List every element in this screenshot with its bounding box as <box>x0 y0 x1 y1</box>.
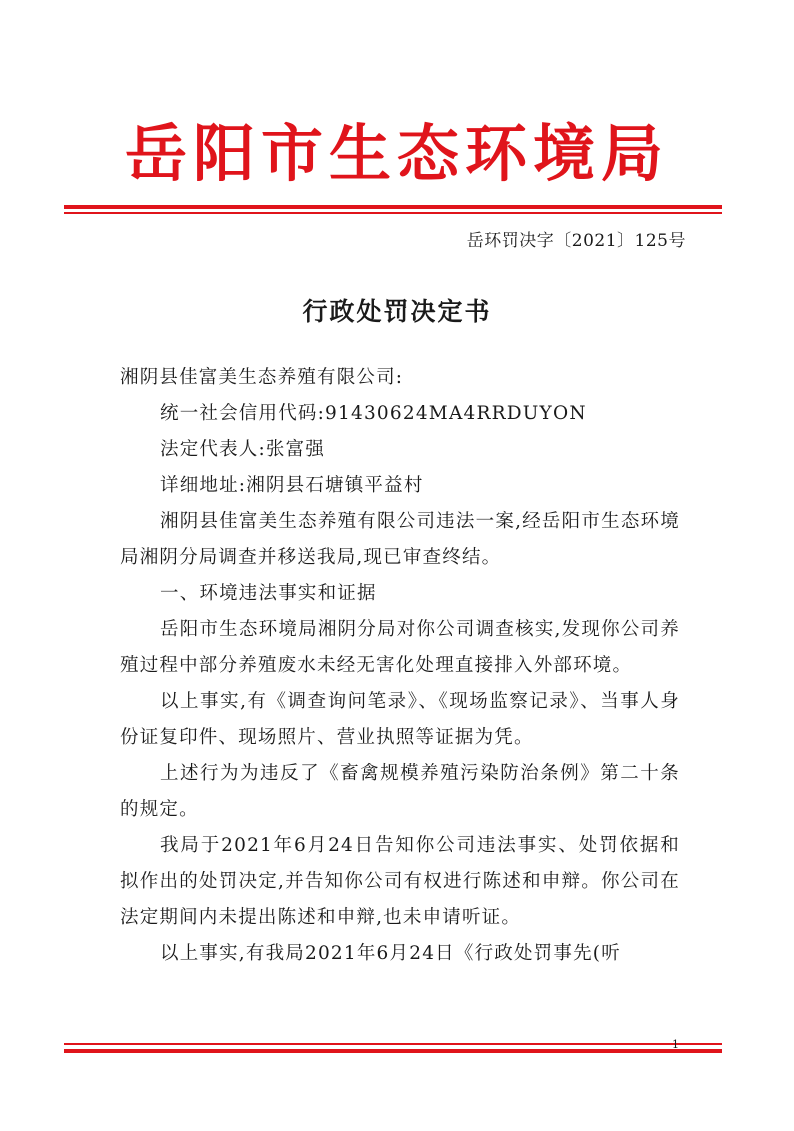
footer-rule-thick <box>64 1049 722 1053</box>
address-line: 详细地址:湘阴县石塘镇平益村 <box>160 475 424 496</box>
continuation-paragraph: 以上事实,有我局2021年6月24日《行政处罚事先(听 <box>160 943 621 964</box>
header-rule-thin <box>64 212 722 214</box>
facts-paragraph: 岳阳市生态环境局湘阴分局对你公司调查核实,发现你公司养殖过程中部分养殖废水未经无害化处理直接排入外部环境。 <box>120 619 680 676</box>
recipient-line: 湘阴县佳富美生态养殖有限公司: <box>120 367 404 388</box>
page-number: 1 <box>672 1038 679 1051</box>
document-body <box>120 360 680 972</box>
footer-rule-thin <box>64 1043 722 1045</box>
section-heading: 一、环境违法事实和证据 <box>160 583 377 604</box>
agency-name: 岳阳市生态环境局 <box>124 117 669 190</box>
document-title: 行政处罚决定书 <box>302 297 492 326</box>
notice-paragraph: 我局于2021年6月24日告知你公司违法事实、处罚依据和拟作出的处罚决定,并告知你公司有权进行陈述和申辩。你公司在法定期间内未提出陈述和申辩,也未申请听证。 <box>120 835 680 928</box>
evidence-paragraph: 以上事实,有《调查询问笔录》、《现场监察记录》、当事人身份证复印件、现场照片、营业执照等证据为凭。 <box>120 691 680 748</box>
document-number: 岳环罚决字〔2021〕125号 <box>466 231 686 251</box>
intro-paragraph: 湘阴县佳富美生态养殖有限公司违法一案,经岳阳市生态环境局湘阴分局调查并移送我局,现已审查终结。 <box>120 511 680 568</box>
legal-rep-line: 法定代表人:张富强 <box>160 439 326 460</box>
violation-paragraph: 上述行为为违反了《畜禽规模养殖污染防治条例》第二十条的规定。 <box>120 763 680 820</box>
credit-code-line: 统一社会信用代码:91430624MA4RRDUYON <box>160 403 587 424</box>
header-rule-thick <box>64 205 722 209</box>
